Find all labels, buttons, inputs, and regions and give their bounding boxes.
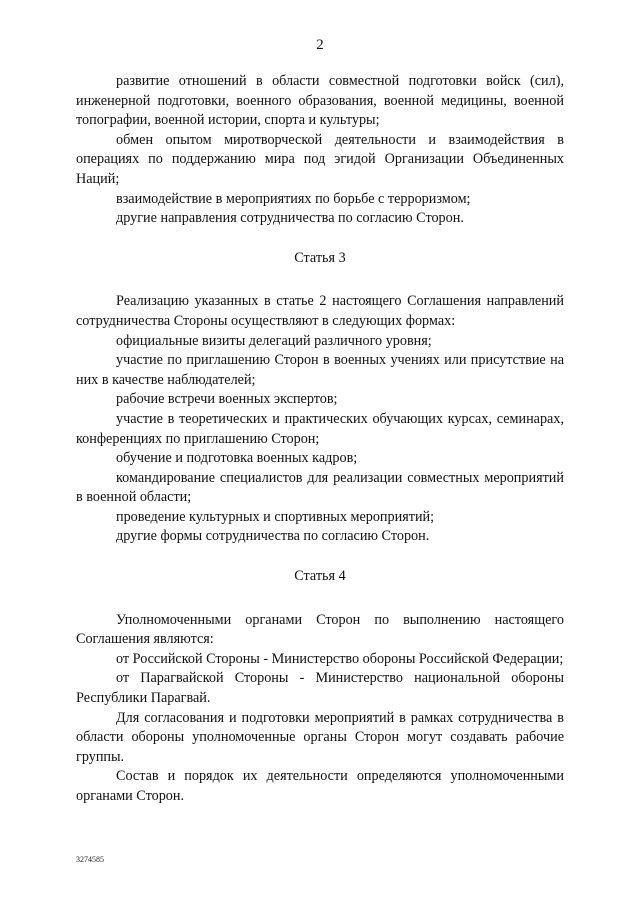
document-body [76, 72, 564, 807]
article3-title: Статья 3 [294, 249, 346, 266]
page-number: 2 [316, 37, 324, 53]
article3-item-8: другие формы сотрудничества по согласию Сторон. [116, 528, 430, 545]
article3-item-7: проведение культурных и спортивных мероприятий; [116, 508, 435, 525]
article4-item-2: от Парагвайской Стороны - Министерство национальной обороны Республики Парагвай. [76, 670, 564, 707]
article4-paragraph-composition: Состав и порядок их деятельности определяются уполномоченными органами Сторон. [76, 768, 564, 804]
article4-intro: Уполномоченными органами Сторон по выполнению настоящего Соглашения являются: [76, 611, 564, 648]
article3-item-4: участие в теоретических и практических обучающих курсах, семинарах, конференциях по приглашению Сторон; [76, 410, 564, 447]
article2-item-3: взаимодействие в мероприятиях по борьбе с терроризмом; [116, 190, 471, 207]
article3-item-6: командирование специалистов для реализации совместных мероприятий в военной области; [76, 469, 564, 506]
article3-item-1: официальные визиты делегаций различного уровня; [116, 332, 432, 349]
document-code: 3274585 [76, 855, 104, 864]
article4-title: Статья 4 [294, 568, 346, 585]
article2-item-4: другие направления сотрудничества по согласию Сторон. [116, 210, 464, 227]
article3-item-3: рабочие встречи военных экспертов; [116, 391, 338, 408]
article2-item-1: развитие отношений в области совместной подготовки войск (сил), инженерной подготовки, военного образования, военной медицины, военной топографии, военной истории, спорта и культуры; [76, 73, 564, 129]
article3-intro: Реализацию указанных в статье 2 настоящего Соглашения направлений сотрудничества Стороны осуществляют в следующих формах: [76, 293, 564, 329]
article3-item-5: обучение и подготовка военных кадров; [116, 450, 358, 467]
article2-item-2: обмен опытом миротворческой деятельности и взаимодействия в операциях по поддержанию мира под эгидой Организации Объединенных Наций; [76, 131, 564, 187]
article4-item-1: от Российской Стороны - Министерство обороны Российской Федерации; [116, 650, 564, 667]
article3-item-2: участие по приглашению Сторон в военных учениях или присутствие на них в качестве наблюдателей; [76, 352, 564, 388]
article4-paragraph-working-groups: Для согласования и подготовки мероприятий в рамках сотрудничества в области обороны уполномоченные органы Сторон могут создавать рабочие группы. [76, 709, 564, 765]
